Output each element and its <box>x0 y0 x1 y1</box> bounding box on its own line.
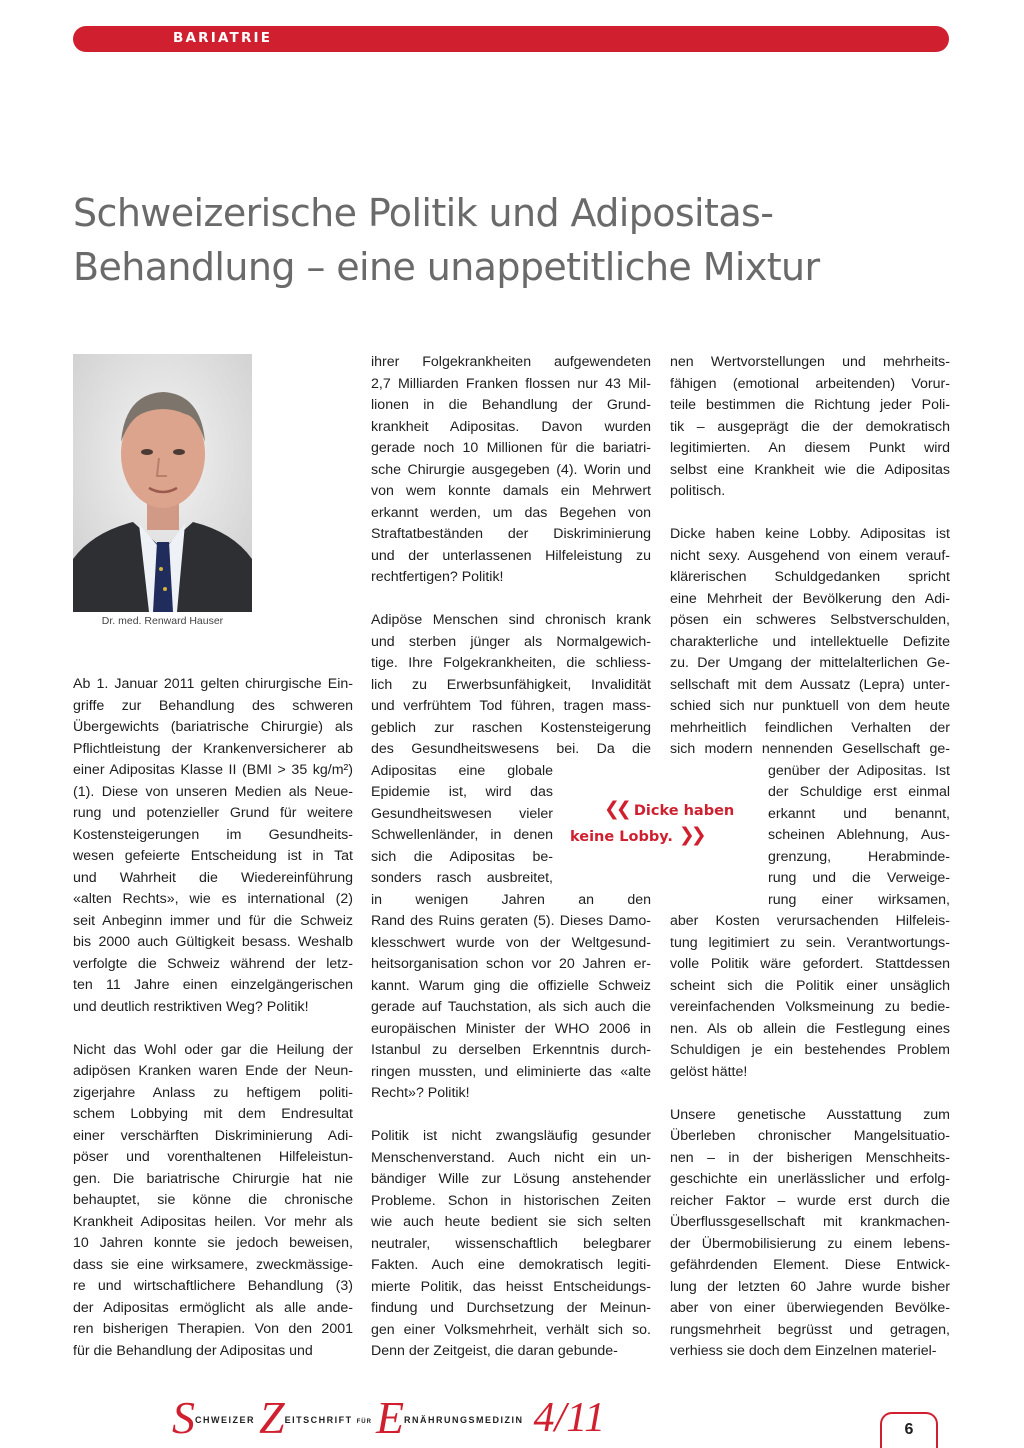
text-line: krankheit Adipositas. Davon wurden <box>371 418 651 435</box>
text-line: seit Anbeginn immer und für die Schweiz <box>73 912 353 929</box>
text-line: von wem konnte damals ein Mehrwert <box>371 483 651 499</box>
text-line: vereinfachenden Volksmeinung zu bedie- <box>670 999 950 1015</box>
text-line: teile bestimmen die Richtung jeder Poli- <box>670 397 950 413</box>
logo-word-4: RNÄHRUNGSMEDIZIN <box>404 1415 524 1425</box>
text-line: sich die Adipositas be- <box>371 848 553 865</box>
text-line: verfolgte die Schweiz während der letz- <box>73 955 353 972</box>
text-line: Schuldigen je ein bestehendes Problem <box>670 1042 950 1058</box>
title-line-1: Schweizerische Politik und Adipositas- <box>73 191 774 235</box>
text-line: Überflussgesellschaft mit krankmachen- <box>670 1214 950 1230</box>
text-line: Adipositas eine globale <box>371 762 553 779</box>
text-line: einer verschärften Diskriminierung Adi- <box>73 1127 353 1144</box>
text-line: kannt. Warum ging die offizielle Schweiz <box>371 977 651 994</box>
text-line: schied sich nur punktuell von dem heute <box>670 698 950 714</box>
text-line: Übergewichts (bariatrische Chirurgie) als <box>73 719 353 735</box>
text-line: gen einer Volksmehrheit, verhält sich so. <box>371 1321 651 1338</box>
text-line: behauptet, sie könne die chronische <box>73 1192 353 1208</box>
text-line: charakterliche und intellektuelle Defizite <box>670 633 950 650</box>
text-line: sich modern nennenden Gesellschaft ge- <box>670 741 950 757</box>
title-line-2: Behandlung – eine unappetitliche Mixtur <box>73 245 820 289</box>
text-line: dass sie eine wirksamere, zweckmässige- <box>73 1256 353 1273</box>
text-line: heitsorganisation schon vor 20 Jahren er- <box>371 956 651 972</box>
text-line: Adipöse Menschen sind chronisch krank <box>371 612 651 628</box>
text-line: scheinen Ablehnung, Aus- <box>768 827 950 843</box>
author-photo <box>73 354 252 612</box>
text-line: sonders rasch ausbreitet, <box>371 870 553 886</box>
text-line: lionen in die Behandlung der Grund- <box>371 397 651 413</box>
section-label: BARIATRIE <box>173 30 273 46</box>
text-line: Istanbul zu derselben Erkenntnis durch- <box>371 1042 651 1058</box>
text-line: findung und Durchsetzung der Meinun- <box>371 1300 651 1316</box>
text-line: politisch. <box>670 483 726 499</box>
text-line: nen. Als ob allein die Festlegung eines <box>670 1020 950 1037</box>
text-line: legitimierten. An diesem Punkt wird <box>670 440 950 456</box>
text-line: ihrer Folgekrankheiten aufgewendeten <box>371 354 651 370</box>
text-line: bis 2000 auch Gültigkeit besass. Weshalb <box>73 934 353 950</box>
text-line: Kostensteigerungen im Gesundheits- <box>73 826 353 843</box>
text-line: Nicht das Wohl oder gar die Heilung der <box>73 1041 353 1058</box>
text-line: erkannt werden, um das Begehen von <box>371 504 651 521</box>
text-line: mehrheitlich feindlichen Verhalten der <box>670 719 950 736</box>
text-line: ringen mussten, und eliminierte das «alte <box>371 1063 651 1080</box>
text-line: Dicke haben keine Lobby. Adipositas ist <box>670 526 950 542</box>
text-line: Menschenverstand. Auch nicht ein un- <box>371 1149 651 1166</box>
text-line: rechtfertigen? Politik! <box>371 569 504 585</box>
text-line: und deutlich restriktiven Weg? Politik! <box>73 998 309 1015</box>
text-line: einer Adipositas Klasse II (BMI > 35 kg/m²) <box>73 762 353 778</box>
text-line: zu. Der Umgang der mittelalterlichen Ge- <box>670 655 950 671</box>
text-line: fähigen (emotional arbeitenden) Vorur- <box>670 375 950 392</box>
logo-word-3: FÜR <box>356 1419 372 1425</box>
text-line: verhiess sie doch dem Einzelnen materiel- <box>670 1343 937 1359</box>
article-title <box>73 186 953 294</box>
pull-quote-line-1: Dicke haben <box>633 803 735 819</box>
text-line: selbst eine Krankheit wie die Adipositas <box>670 461 950 478</box>
paragraph <box>670 1105 950 1363</box>
photo-caption: Dr. med. Renward Hauser <box>101 615 224 627</box>
text-line: in wenigen Jahren an den <box>371 891 651 908</box>
text-line: der Übermobilisierung zu einem lebens- <box>670 1235 950 1252</box>
text-line: lich zu Erwerbsunfähigkeit, Invalidität <box>371 676 651 693</box>
text-line: europäischen Minister der WHO 2006 in <box>371 1020 651 1037</box>
text-line: Epidemie ist, wird das <box>371 784 553 800</box>
paragraph <box>670 352 950 503</box>
text-line: rung und potenzieller Grund für weitere <box>73 805 353 821</box>
text-line: Politik ist nicht zwangsläufig gesunder <box>371 1128 651 1144</box>
text-line: nen – in der bisherigen Menschheits- <box>670 1149 950 1166</box>
section-header-bar <box>73 26 949 52</box>
text-line: Denn der Zeitgeist, die daran gebunde- <box>371 1343 618 1359</box>
text-line: tik – ausgeprägt die der demokratisch <box>670 418 950 435</box>
text-line: der Adipositas ermöglicht als alle ande- <box>73 1299 353 1316</box>
text-line: genüber der Adipositas. Ist <box>768 762 950 779</box>
paragraph <box>73 674 353 1018</box>
text-line: griffe zur Behandlung des schweren <box>73 697 353 714</box>
text-line: klärerischen Schuldgedanken spricht <box>670 569 950 585</box>
text-line: sellschaft mit dem Aussatz (Lepra) unter- <box>670 676 950 693</box>
text-line: lung der letzten 60 Jahre wurde bisher <box>670 1278 950 1295</box>
text-line: tige. Ihre Folgekrankheiten, die schliess- <box>371 655 651 671</box>
text-line: erkannt und benannt, <box>768 805 950 822</box>
text-line: eine Mehrheit der Bevölkerung den Adi- <box>670 590 950 607</box>
text-line: gerade noch 10 Millionen für die bariatri- <box>371 440 651 456</box>
text-line: Rand des Ruins geraten (5). Dieses Damo- <box>371 913 651 929</box>
text-line: mierte Politik, das heisst Entscheidungs- <box>371 1278 651 1295</box>
text-line: ten 11 Jahre einen einzelgängerischen <box>73 977 353 993</box>
logo-word-1: CHWEIZER <box>195 1415 255 1425</box>
text-line: «alten Rechts», wie es international (2) <box>73 891 353 907</box>
text-line: Unsere genetische Ausstattung zum <box>670 1106 950 1123</box>
text-line: aber von einer überwiegenden Bevölke- <box>670 1300 950 1316</box>
text-line: Ab 1. Januar 2011 gelten chirurgische Ein- <box>73 676 353 692</box>
text-line: neutraler, wissenschaftlich belegbarer <box>371 1235 651 1252</box>
page-number: 6 <box>880 1412 938 1448</box>
text-line: Straftatbeständen der Diskriminierung <box>371 526 651 542</box>
text-line: rungsmehrheit begrüsst und getragen, <box>670 1321 950 1338</box>
text-line: schem Lobbying mit dem Endresultat <box>73 1106 353 1122</box>
text-line: Überleben chronischer Mangelsituatio- <box>670 1128 950 1144</box>
paragraph <box>73 1040 353 1363</box>
text-line: sche Chirurgie ausgegeben (4). Worin und <box>371 461 651 478</box>
text-line: für die Behandlung der Adipositas und <box>73 1342 313 1359</box>
text-line: re und wirtschaftlichere Behandlung (3) <box>73 1278 353 1294</box>
text-line: und verfrühtem Tod führen, tragen mass- <box>371 698 651 714</box>
text-line: tung legitimiert zu sein. Verantwortungs- <box>670 934 950 951</box>
logo-word-2: EITSCHRIFT <box>284 1415 353 1425</box>
text-line: gelöst hätte! <box>670 1063 748 1080</box>
paragraph <box>371 352 651 589</box>
text-line: Pflichtleistung der Krankenversicherer ab <box>73 740 353 757</box>
text-line: grenzung, Herabminde- <box>768 848 950 865</box>
logo-letter-e: E <box>375 1392 405 1443</box>
text-line: und der unterlassenen Hilfeleistung zu <box>371 547 651 564</box>
text-line: Krankheit Adipositas heilen. Vor mehr als <box>73 1213 353 1230</box>
paragraph <box>371 610 651 1105</box>
text-line: Probleme. Schon in historischen Zeiten <box>371 1192 651 1209</box>
paragraph <box>371 1126 651 1363</box>
text-line: rung einer wirksamen, <box>768 891 950 908</box>
text-line: (1). Diese von unseren Medien als Neue- <box>73 783 353 800</box>
text-line: scheint sich die Politik einer unsäglich <box>670 977 950 994</box>
text-line: wesen gefeierte Entscheidung ist in Tat <box>73 848 353 864</box>
text-line: 10 Jahren konnte sie jedoch beweisen, <box>73 1235 353 1251</box>
text-line: gen. Die bariatrische Chirurgie hat nie <box>73 1170 353 1187</box>
text-line: 2,7 Milliarden Franken flossen nur 43 Mil- <box>371 375 651 392</box>
text-line: geblich zur raschen Kostensteigerung <box>371 719 651 736</box>
text-line: bändiger Wille zur Lösung anstehender <box>371 1171 651 1187</box>
pull-quote-line-2: keine Lobby. <box>570 829 673 845</box>
text-line: adipösen Kranken waren Ende der Neun- <box>73 1063 353 1079</box>
text-line: rung und die Verweige- <box>768 870 950 886</box>
logo-letter-z: Z <box>259 1392 285 1443</box>
text-line: pöser und vorenthaltenen Hilfeleistun- <box>73 1149 353 1165</box>
quote-open-icon: ❮❮ <box>604 798 628 820</box>
text-line: Gesundheitswesen vieler <box>371 805 553 822</box>
issue-number: 4/11 <box>533 1395 606 1441</box>
text-line: ren bisherigen Therapien. Von den 2001 <box>73 1321 353 1337</box>
text-line: volle Politik wäre gefordert. Stattdessen <box>670 956 950 972</box>
text-line: nicht sexy. Ausgehend von einem verauf- <box>670 547 950 564</box>
portrait-image <box>73 354 252 612</box>
quote-close-icon: ❯❯ <box>678 824 703 846</box>
text-line: Schwellenländer, in denen <box>371 827 553 843</box>
text-line: und sterben jünger als Normalgewich- <box>371 633 651 650</box>
text-line: aber Kosten verursachenden Hilfeleis- <box>670 913 950 929</box>
text-column-1 <box>73 674 353 1384</box>
text-line: des Gesundheitswesens bei. Da die <box>371 741 651 757</box>
text-line: gefährdenden Element. Diese Entwick- <box>670 1257 950 1273</box>
text-line: geschichte ein unerlässlicher und erfolg- <box>670 1171 950 1187</box>
text-line: gerade auf Tauchstation, als sich auch die <box>371 999 651 1015</box>
text-line: Recht»? Politik! <box>371 1085 470 1101</box>
text-column-2 <box>371 352 651 1384</box>
text-line: wie auch heute bedient sie sich selten <box>371 1214 651 1230</box>
logo-letter-s: S <box>172 1392 195 1443</box>
text-line: klesschwert wurde von der Weltgesund- <box>371 934 651 951</box>
text-column-3 <box>670 352 950 1384</box>
journal-logo <box>172 1393 605 1443</box>
text-line: pösen ein schweres Selbstverschulden, <box>670 612 950 628</box>
text-line: zigerjahre Anlass zu heftigem politi- <box>73 1084 353 1101</box>
text-line: der Schuldige erst einmal <box>768 784 950 800</box>
text-line: reicher Faktor – wurde erst durch die <box>670 1192 950 1209</box>
text-line: und Wahrheit die Wiedereinführung <box>73 869 353 886</box>
text-line: Fakten. Auch eine demokratisch legiti- <box>371 1257 651 1273</box>
pull-quote <box>558 797 758 849</box>
text-line: nen Wertvorstellungen und mehrheits- <box>670 354 950 370</box>
